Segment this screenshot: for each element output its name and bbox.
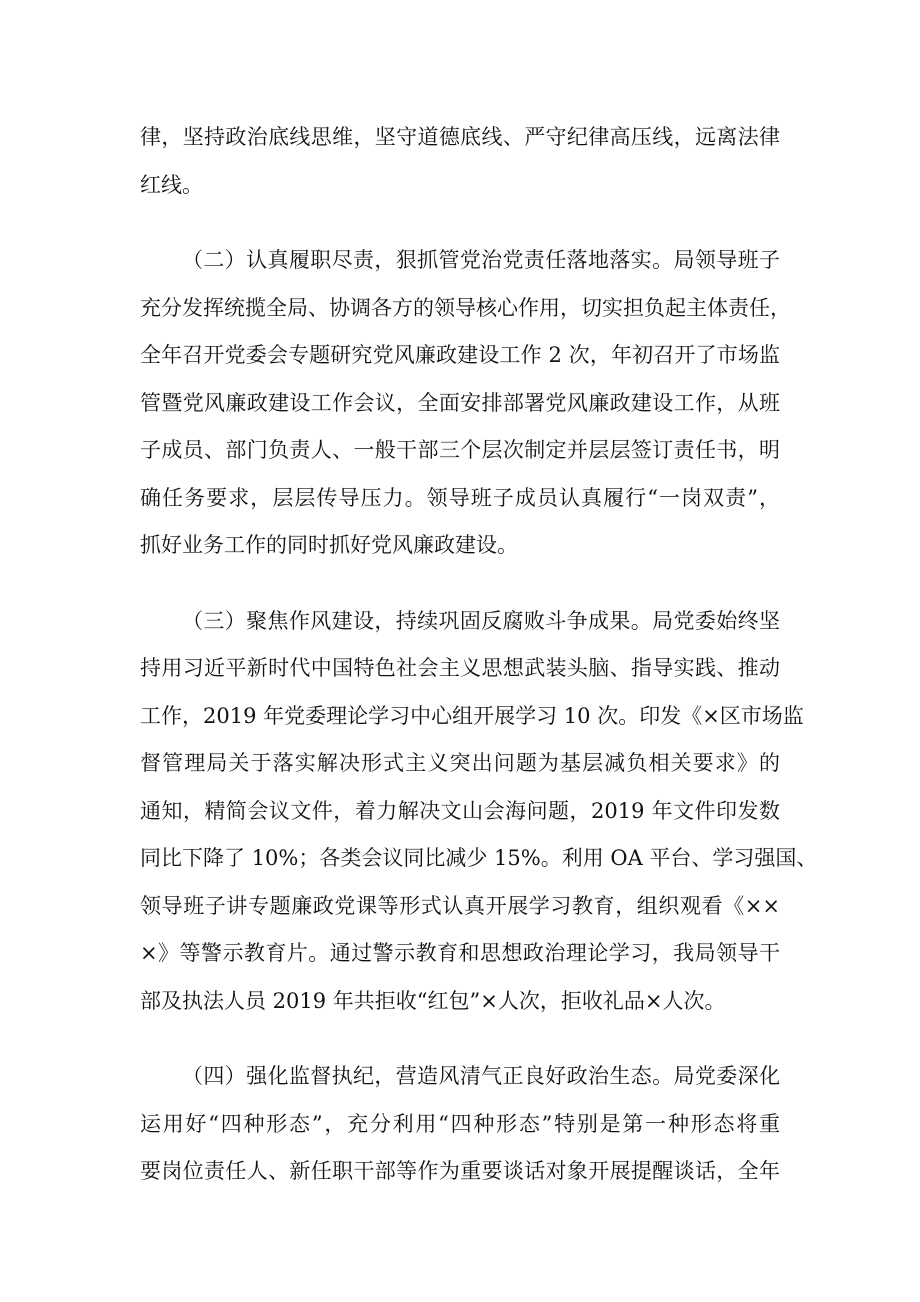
document-body	[140, 114, 818, 1224]
paragraph-4	[140, 1053, 780, 1196]
text-line: 全年召开党委会专题研究党风廉政建设工作 2 次，年初召开了市场监	[140, 343, 780, 367]
text-line: 同比下降了 10%；各类会议同比减少 15%。利用 OA 平台、学习强国、	[140, 846, 818, 870]
paragraph-2	[140, 237, 791, 570]
text-line: 工作，2019 年党委理论学习中心组开展学习 10 次。印发《×区市场监	[140, 703, 804, 728]
text-line: 管暨党风廉政建设工作会议，全面安排部署党风廉政建设工作，从班	[140, 390, 780, 415]
text-line: 充分发挥统揽全局、协调各方的领导核心作用，切实担负起主体责任，	[140, 295, 791, 320]
text-line: 子成员、部门负责人、一般干部三个层次制定并层层签订责任书，明	[140, 438, 780, 462]
text-line: （二）认真履职尽责，狠抓管党治党责任落地落实。局领导班子	[182, 248, 780, 272]
text-line: （四）强化监督执纪，营造风清气正良好政治生态。局党委深化	[182, 1064, 780, 1088]
text-line: （三）聚焦作风建设，持续巩固反腐败斗争成果。局党委始终坚	[182, 608, 780, 633]
text-line: 运用好“四种形态”，充分利用“四种形态”特别是第一种形态将重	[140, 1111, 780, 1136]
text-line: 通知，精简会议文件，着力解决文山会海问题，2019 年文件印发数	[140, 798, 780, 823]
text-line: 领导班子讲专题廉政党课等形式认真开展学习教育，组织观看《××	[140, 893, 780, 918]
text-line: 要岗位责任人、新任职干部等作为重要谈话对象开展提醒谈话，全年	[140, 1159, 780, 1183]
text-line: 持用习近平新时代中国特色社会主义思想武装头脑、指导实践、推动	[140, 656, 780, 680]
text-line: 确任务要求，层层传导压力。领导班子成员认真履行“一岗双责”，	[140, 485, 780, 510]
text-line: 红线。	[140, 172, 203, 197]
text-line: ×》等警示教育片。通过警示教育和思想政治理论学习，我局领导干	[140, 941, 780, 965]
text-line: 督管理局关于落实解决形式主义突出问题为基层减负相关要求》的	[140, 751, 780, 775]
text-line: 律，坚持政治底线思维，坚守道德底线、严守纪律高压线，远离法律	[140, 125, 780, 149]
paragraph-1	[140, 114, 780, 209]
text-line: 抓好业务工作的同时抓好党风廉政建设。	[140, 533, 518, 557]
text-line: 部及执法人员 2019 年共拒收“红包”×人次，拒收礼品×人次。	[140, 988, 726, 1013]
paragraph-3	[140, 598, 818, 1026]
